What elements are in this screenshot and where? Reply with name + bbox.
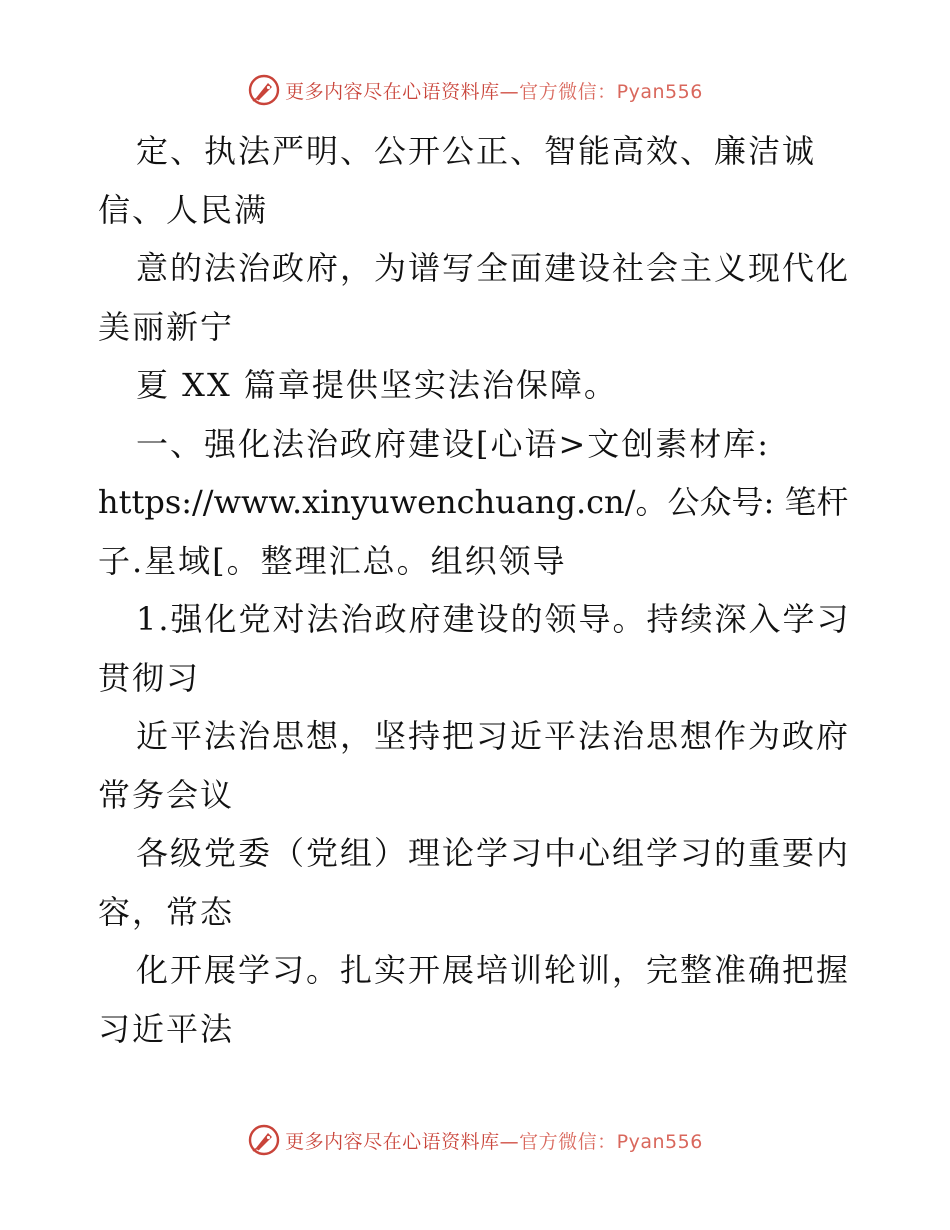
- body-line-url: https://www.xinyuwenchuang.cn/。公众号: 笔杆: [98, 483, 849, 521]
- body-line: 子.星域[。整理汇总。组织领导: [98, 541, 567, 580]
- header-banner-text: [285, 77, 703, 104]
- footer-banner: [0, 1120, 950, 1160]
- header-banner: [0, 70, 950, 110]
- pen-nib-icon: [247, 73, 281, 107]
- pen-nib-icon: [247, 1123, 281, 1157]
- footer-banner-text: [285, 1127, 703, 1154]
- footer-banner-main: 更多内容尽在心语资料库: [285, 1130, 500, 1153]
- body-line: 1.强化党对法治政府建设的领导。持续深入学习: [136, 600, 851, 638]
- footer-banner-sub: 官方微信：Pyan556: [519, 1130, 703, 1153]
- body-line: 常务会议: [98, 775, 235, 814]
- footer-banner-dash: —: [499, 1130, 520, 1153]
- body-line: 容，常态: [98, 892, 235, 931]
- body-line: 贯彻习: [98, 658, 201, 697]
- body-line: 近平法治思想，坚持把习近平法治思想作为政府: [136, 717, 851, 755]
- body-line: 夏 XX 篇章提供坚实法治保障。: [136, 366, 618, 404]
- body-line: 信、人民满: [98, 190, 269, 229]
- document-body: [98, 122, 858, 1058]
- body-line: 美丽新宁: [98, 307, 235, 346]
- header-banner-main: 更多内容尽在心语资料库: [285, 80, 500, 103]
- header-banner-sub: 官方微信：Pyan556: [519, 80, 703, 103]
- body-line: 定、执法严明、公开公正、智能高效、廉洁诚: [136, 132, 817, 170]
- body-line: 意的法治政府，为谱写全面建设社会主义现代化: [136, 249, 851, 287]
- section-heading: 一、强化法治政府建设[心语>文创素材库:: [136, 424, 771, 463]
- body-line: 化开展学习。扎实开展培训轮训，完整准确把握: [136, 951, 851, 989]
- body-line: 习近平法: [98, 1009, 235, 1048]
- body-line: 各级党委（党组）理论学习中心组学习的重要内: [136, 834, 851, 872]
- header-banner-dash: —: [499, 80, 520, 103]
